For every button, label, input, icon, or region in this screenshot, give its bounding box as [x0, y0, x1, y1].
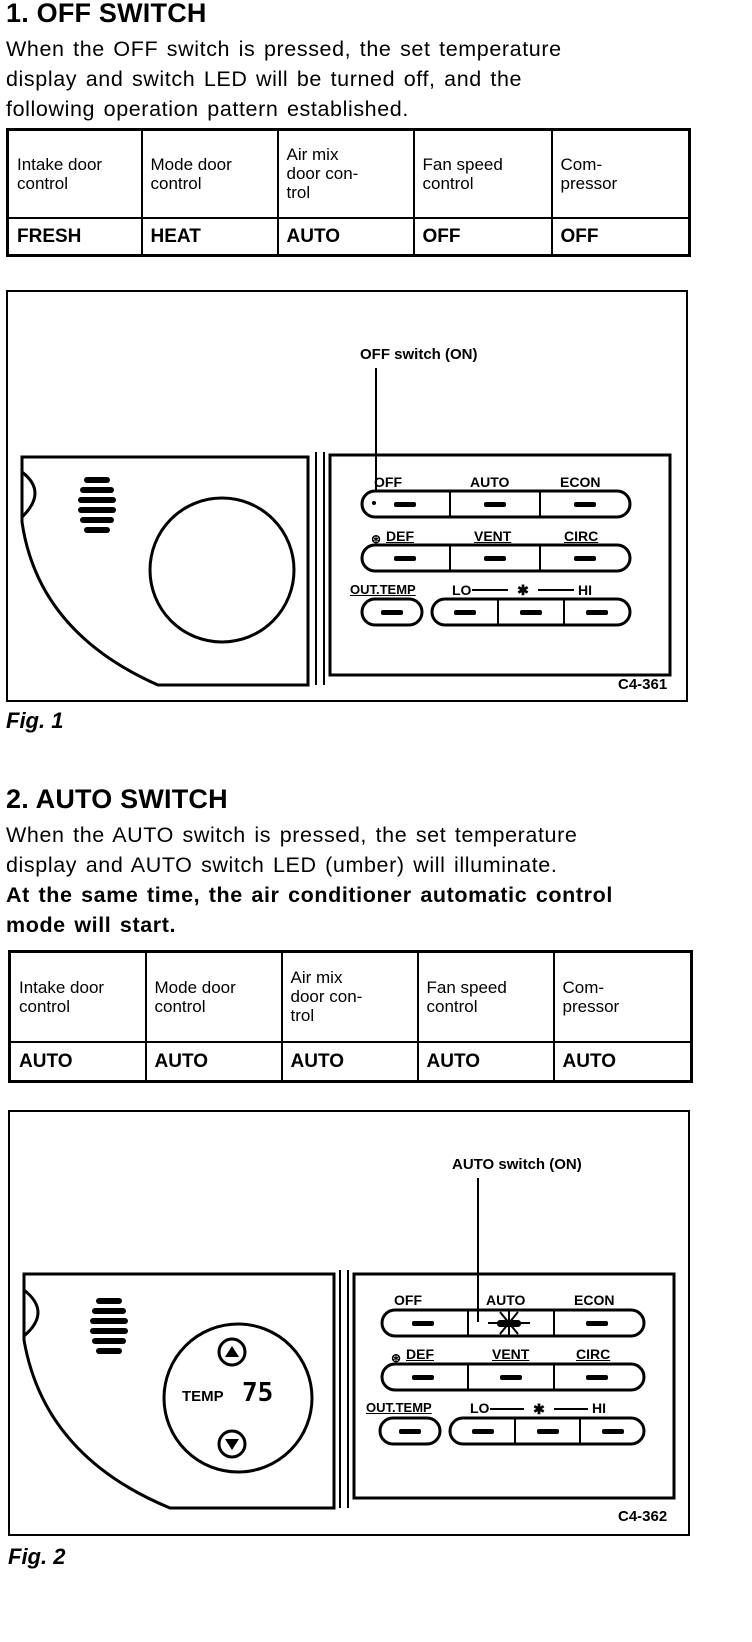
label-out-temp: OUT.TEMP — [366, 1400, 432, 1415]
header-fan-speed: Fan speed control — [414, 130, 552, 218]
arrow-up-icon — [225, 1346, 239, 1357]
figure-1 — [6, 290, 688, 702]
cell-air-mix: AUTO — [282, 1042, 418, 1082]
fan-icon: ✱ — [517, 582, 529, 598]
cell-mode: HEAT — [142, 218, 278, 256]
header-intake-door: Intake door control — [10, 952, 146, 1042]
paragraph-line-bold: At the same time, the air conditioner automatic control — [6, 883, 613, 907]
label-off: OFF — [374, 474, 402, 490]
label-def: DEF — [406, 1346, 434, 1362]
table-header-row — [10, 952, 692, 1042]
label-econ: ECON — [560, 474, 601, 490]
figure-1-caption: Fig. 1 — [6, 708, 64, 733]
header-mode-door: Mode door control — [146, 952, 282, 1042]
cell-fan: OFF — [414, 218, 552, 256]
label-fan-lo: LO — [452, 582, 472, 598]
label-fan-hi: HI — [578, 582, 592, 598]
figure-1-code: C4-361 — [618, 676, 668, 693]
cell-fan: AUTO — [418, 1042, 554, 1082]
paragraph-line: When the AUTO switch is pressed, the set temperature — [6, 823, 578, 847]
label-off: OFF — [394, 1292, 422, 1308]
figure-2 — [8, 1110, 690, 1536]
cell-compressor: AUTO — [554, 1042, 692, 1082]
header-compressor: Com- pressor — [552, 130, 690, 218]
label-auto: AUTO — [470, 474, 510, 490]
arrow-down-icon — [225, 1439, 239, 1450]
led-lit-icon — [488, 1310, 530, 1336]
section-1-operation-table — [6, 128, 691, 257]
section-2-operation-table — [8, 950, 693, 1083]
header-mode-door: Mode door control — [142, 130, 278, 218]
cell-intake: AUTO — [10, 1042, 146, 1082]
figure-2-caption: Fig. 2 — [8, 1544, 66, 1569]
paragraph-line-bold: mode will start. — [6, 913, 177, 937]
figure-2-code: C4-362 — [618, 1508, 668, 1525]
label-vent: VENT — [492, 1346, 530, 1362]
label-fan-hi: HI — [592, 1400, 606, 1416]
header-intake-door: Intake door control — [8, 130, 142, 218]
table-header-row — [8, 130, 690, 218]
defrost-icon: ⊛ — [391, 1351, 402, 1365]
header-air-mix-door: Air mix door con- trol — [282, 952, 418, 1042]
paragraph-line: display and AUTO switch LED (umber) will illuminate. — [6, 853, 558, 877]
defrost-icon: ⊛ — [371, 532, 382, 546]
section-2-heading: 2. AUTO SWITCH — [6, 784, 228, 814]
cell-mode: AUTO — [146, 1042, 282, 1082]
table-row — [8, 218, 690, 256]
label-auto: AUTO — [486, 1292, 526, 1308]
label-circ: CIRC — [564, 528, 599, 544]
temp-dial-blank — [150, 498, 294, 642]
cell-compressor: OFF — [552, 218, 690, 256]
header-compressor: Com- pressor — [554, 952, 692, 1042]
temp-value-display: 75 — [242, 1378, 274, 1408]
fan-icon: ✱ — [533, 1401, 545, 1417]
off-switch-callout: OFF switch (ON) — [360, 346, 478, 363]
header-fan-speed: Fan speed control — [418, 952, 554, 1042]
paragraph-line: display and switch LED will be turned off, and the — [6, 67, 523, 91]
label-out-temp: OUT.TEMP — [350, 582, 416, 597]
label-econ: ECON — [574, 1292, 615, 1308]
cell-air-mix: AUTO — [278, 218, 414, 256]
section-1-paragraph — [6, 34, 746, 124]
label-vent: VENT — [474, 528, 512, 544]
control-panel-drawing — [8, 292, 686, 700]
temp-label: TEMP — [182, 1388, 224, 1405]
table-row — [10, 1042, 692, 1082]
label-def: DEF — [386, 528, 414, 544]
label-fan-lo: LO — [470, 1400, 490, 1416]
paragraph-line: When the OFF switch is pressed, the set temperature — [6, 37, 562, 61]
vent-grille-icon — [90, 1298, 128, 1354]
auto-switch-callout: AUTO switch (ON) — [452, 1156, 582, 1173]
header-air-mix-door: Air mix door con- trol — [278, 130, 414, 218]
cell-intake: FRESH — [8, 218, 142, 256]
control-panel-drawing — [10, 1112, 688, 1534]
section-2-paragraph — [6, 820, 750, 940]
paragraph-line: following operation pattern established. — [6, 97, 409, 121]
vent-grille-icon — [78, 477, 116, 533]
section-1-heading: 1. OFF SWITCH — [6, 0, 207, 28]
label-circ: CIRC — [576, 1346, 611, 1362]
